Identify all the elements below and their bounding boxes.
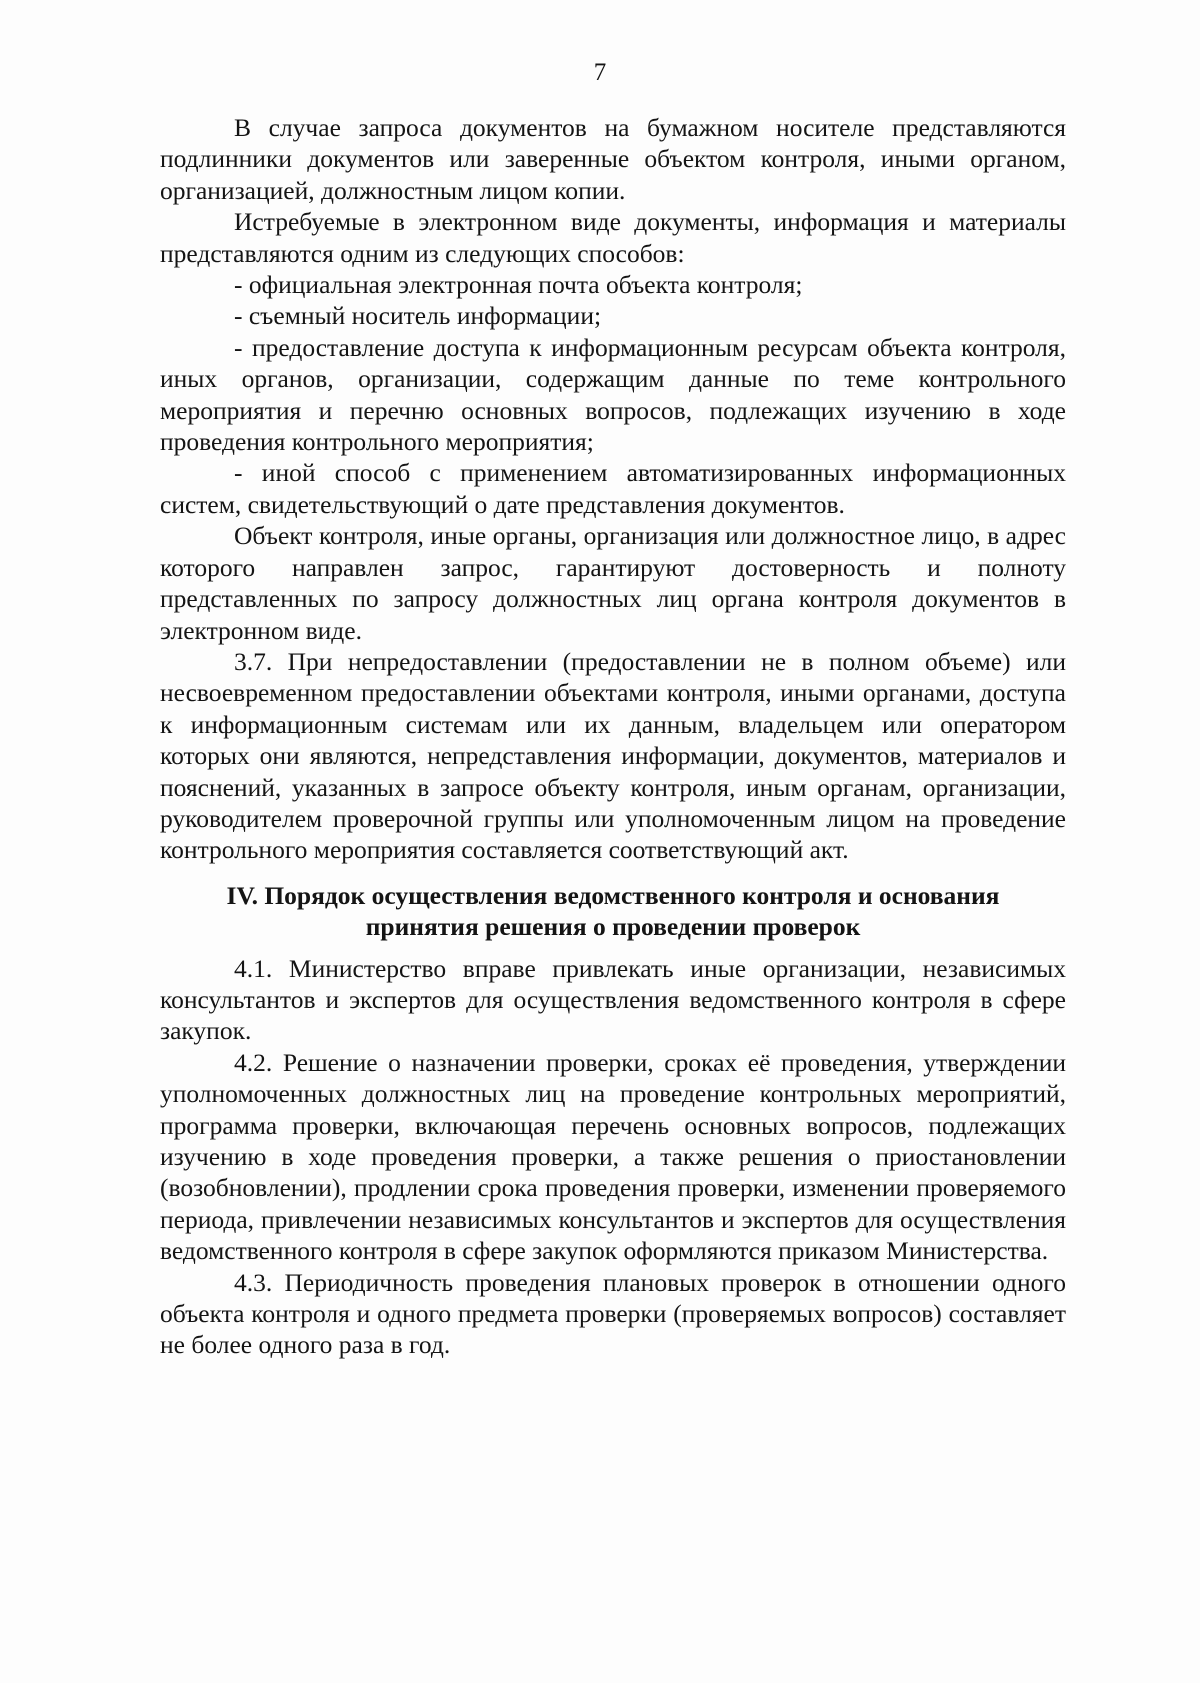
paragraph-4-1: 4.1. Министерство вправе привлекать иные организации, независимых консультантов и экспертов для осуществления ведомственного контроля в сфере закупок. [160, 953, 1066, 1046]
paragraph-reliability-guarantee: Объект контроля, иные органы, организация или должностное лицо, в адрес которого направлен запрос, гарантируют достоверность и полноту представленных по запросу должностных лиц органа контроля документов в электронном виде. [160, 521, 1066, 645]
section-4-heading: IV. Порядок осуществления ведомственного контроля и основания принятия решения о проведении проверок [226, 880, 1000, 942]
section-3-continuation [160, 112, 1066, 866]
section-4 [160, 953, 1066, 1361]
paragraph-4-2: 4.2. Решение о назначении проверки, сроках её проведения, утверждении уполномоченных должностных лиц на проведение контрольных мероприятий, программа проверки, включающая перечень основных вопросов, подлежащих изучению в ходе проведения проверки, а также решения о приостановлении (возобновлении), продлении срока проведения проверки, изменении проверяемого периода, привлечении независимых консультантов и экспертов для осуществления ведомственного контроля в сфере закупок оформляются приказом Министерства. [160, 1047, 1066, 1266]
list-item-removable-media: - съемный носитель информации; [234, 301, 602, 331]
document-body [160, 112, 1066, 1361]
paragraph-3-7: 3.7. При непредоставлении (предоставлении не в полном объеме) или несвоевременном предоставлении объектами контроля, иными органами, доступа к информационным системам или их данным, владельцем или оператором которых они являются, непредставления информации, документов, материалов и пояснений, указанных в запросе объекту контроля, иным органам, организации, руководителем проверочной группы или уполномоченным лицом на проведение контрольного мероприятия составляется соответствующий акт. [160, 646, 1066, 865]
list-item-official-email: - официальная электронная почта объекта контроля; [234, 270, 803, 300]
list-item-other-method: - иной способ с применением автоматизированных информационных систем, свидетельствующий о дате представления документов. [160, 458, 1066, 519]
paragraph-electronic-documents: Истребуемые в электронном виде документы, информация и материалы представляются одним из следующих способов: [160, 207, 1066, 268]
paragraph-paper-documents: В случае запроса документов на бумажном носителе представляются подлинники документов или заверенные объектом контроля, иными органом, организацией, должностным лицом копии. [160, 113, 1066, 205]
page-number: 7 [593, 59, 607, 86]
paragraph-4-3: 4.3. Периодичность проведения плановых проверок в отношении одного объекта контроля и одного предмета проверки (проверяемых вопросов) составляет не более одного раза в год. [160, 1267, 1066, 1360]
list-item-resource-access: - предоставление доступа к информационным ресурсам объекта контроля, иных органов, организации, содержащим данные по теме контрольного мероприятия и перечню основных вопросов, подлежащих изучению в ходе проведения контрольного мероприятия; [160, 332, 1066, 457]
